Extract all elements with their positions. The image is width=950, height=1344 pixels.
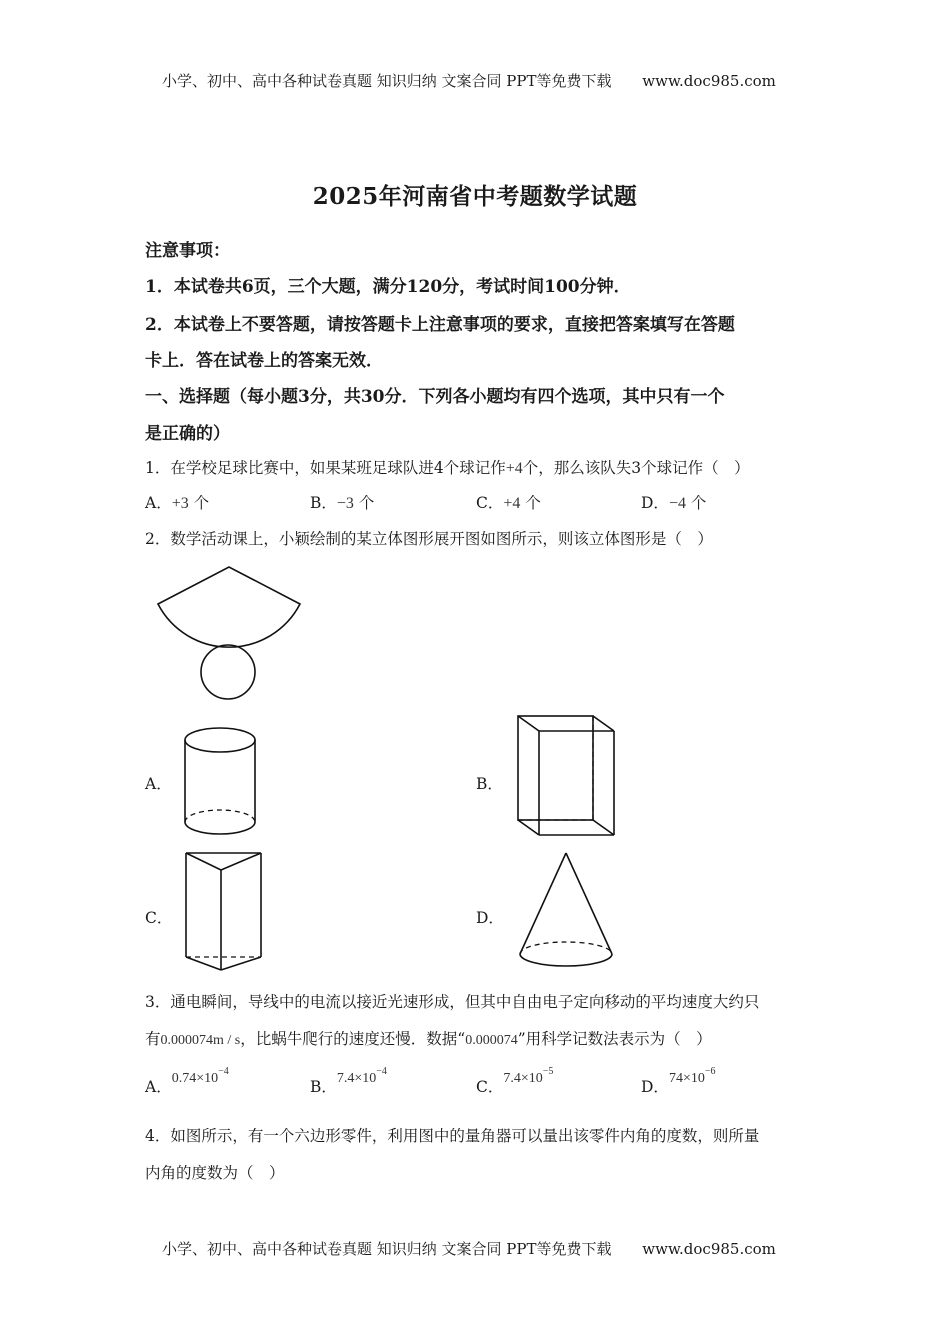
question-4-line2: 内角的度数为（ ） (145, 1164, 285, 1182)
page-header (162, 70, 776, 91)
question-1 (145, 456, 750, 478)
option-label: C． (476, 494, 504, 512)
q1-text-post: 个，那么该队失3个球记作（ ） (522, 459, 750, 477)
option-label: A． (145, 1078, 172, 1096)
footer-url: www.doc985.com (642, 1240, 776, 1258)
question-2: 2．数学活动课上，小颖绘制的某立体图形展开图如图所示，则该立体图形是（ ） (145, 530, 713, 548)
option-label: D． (641, 1078, 669, 1096)
option-unit: 个 (525, 494, 541, 512)
q2-option-a-label[interactable]: A． (145, 775, 172, 793)
question-3-line2 (145, 1027, 712, 1049)
header-text: 小学、初中、高中各种试卷真题 知识归纳 文案合同 PPT等免费下载 (162, 72, 612, 90)
q2-option-d-label[interactable]: D． (476, 909, 504, 927)
option-math: $7.4\times 10^{-4}$ (336, 1066, 387, 1086)
net-sector (158, 567, 300, 647)
option-math: +3 (171, 495, 189, 512)
q3-option-b[interactable] (310, 1066, 387, 1097)
option-unit: 个 (358, 494, 375, 512)
q3-option-d[interactable] (641, 1066, 716, 1097)
prism-figure[interactable] (183, 850, 267, 974)
option-label: A． (145, 494, 172, 512)
q3-text-pre: 有 (145, 1030, 161, 1048)
q3-option-a[interactable] (145, 1066, 229, 1097)
q1-math: +4 (505, 460, 523, 477)
question-3-line1: 3．通电瞬间，导线中的电流以接近光速形成，但其中自由电子定向移动的平均速度大约只 (145, 993, 760, 1011)
option-math: +4 (503, 495, 521, 512)
option-math: −3 (336, 495, 354, 512)
cylinder-figure[interactable] (182, 722, 262, 838)
notice-item-2-line1: 2．本试卷上不要答题，请按答题卡上注意事项的要求，直接把答案填写在答题 (145, 315, 735, 335)
q1-option-d[interactable] (641, 491, 706, 513)
q3-text-post: ”用科学记数法表示为（ ） (517, 1030, 712, 1048)
page-title: 2025年河南省中考题数学试题 (312, 183, 638, 210)
question-4-line1: 4．如图所示，有一个六边形零件，利用图中的量角器可以量出该零件内角的度数，则所量 (145, 1127, 760, 1145)
q2-option-b-label[interactable]: B． (476, 775, 503, 793)
option-label: B． (310, 494, 337, 512)
notice-item-1: 1．本试卷共6页，三个大题，满分120分，考试时间100分钟． (145, 277, 631, 297)
option-label: B． (310, 1078, 337, 1096)
option-math: −4 (668, 495, 686, 512)
option-math: $74\times 10^{-6}$ (668, 1066, 716, 1086)
q3-option-c[interactable] (476, 1066, 554, 1097)
q3-text-mid: ，比蜗牛爬行的速度还慢．数据“ (240, 1030, 466, 1048)
page-footer (162, 1238, 776, 1259)
option-math: $0.74\times 10^{-4}$ (171, 1066, 229, 1086)
cone-figure[interactable] (516, 850, 620, 974)
q2-option-c-label[interactable]: C． (145, 909, 173, 927)
option-math: $7.4\times 10^{-5}$ (503, 1066, 554, 1086)
footer-text: 小学、初中、高中各种试卷真题 知识归纳 文案合同 PPT等免费下载 (162, 1240, 612, 1258)
option-unit: 个 (690, 494, 707, 512)
section-heading-line1: 一、选择题（每小题3分，共30分．下列各小题均有四个选项，其中只有一个 (145, 387, 725, 407)
net-circle (201, 645, 255, 699)
q1-text-pre: 1．在学校足球比赛中，如果某班足球队进4个球记作 (145, 459, 506, 477)
q1-option-c[interactable] (476, 491, 541, 513)
q1-option-b[interactable] (310, 491, 374, 513)
net-figure (150, 562, 310, 702)
section-heading-line2: 是正确的） (145, 424, 230, 444)
q3-math-speed: 0.000074m / s (160, 1033, 241, 1048)
option-label: D． (641, 494, 669, 512)
q3-math-number: 0.000074 (465, 1033, 518, 1048)
q1-option-a[interactable] (145, 491, 209, 513)
notice-heading: 注意事项： (145, 241, 230, 261)
option-unit: 个 (193, 494, 210, 512)
header-url: www.doc985.com (642, 72, 776, 90)
notice-item-2-line2: 卡上．答在试卷上的答案无效． (145, 351, 383, 371)
cuboid-figure[interactable] (515, 713, 619, 839)
option-label: C． (476, 1078, 504, 1096)
